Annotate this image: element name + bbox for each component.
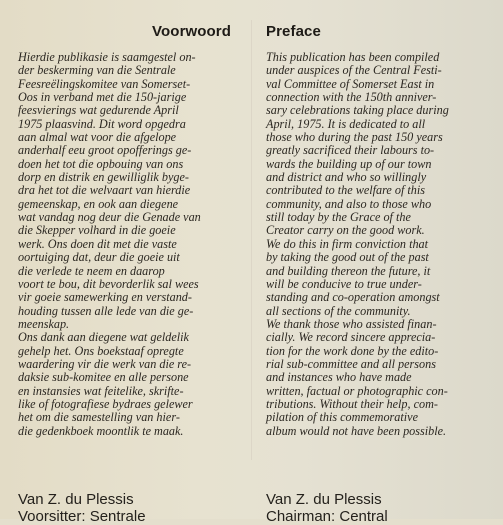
column-gutter [251, 20, 252, 460]
preface-body: This publication has been compiled under auspices of the Central Festi- val Committee of Somerset East in connection with the 150th anniver- sary celebrations taking place during April, 1975. It is dedicated to all those who during the past 150 years greatly sacrificed their labours to- wards the building up of our town and district and who so willingly contributed to the welfare of this community, and also to those who still today by the Grace of the Creator carry on the good work. We do this in firm conviction that by taking the good out of the past and building thereon the future, it will be conducive to true under- standing and co-operation amongst all sections of the community. We thank those who assisted finan- cially. We record sincere apprecia- tion for the work done by the edito- rial sub-committee and all persons and instances who have made written, factual or photographic con- tributions. Without their help, com- pilation of this commemorative album would not have been possible. [266, 50, 449, 438]
preface-heading: Preface [266, 23, 321, 40]
voorwoord-body: Hierdie publikasie is saamgestel on- der beskerming van die Sentrale Feesreëlingskomitee van Somerset- Oos in verband met die 150-jarige feesvierings wat gedurende April 1975 plaasvind. Dit word opgedra aan almal wat voor die afgelope anderhalf eeu groot opofferings ge- doen het tot die opbouing van ons dorp en distrik en gewilliglik byge- dra het tot die welvaart van hierdie gemeenskap, en ook aan diegene wat vandag nog deur die Genade van die Skepper volhard in die goeie werk. Ons doen dit met die vaste oortuiging dat, deur die goeie uit die verlede te neem en daarop voort te bou, dit bevorderlik sal wees vir goeie samewerking en verstand- houding tussen alle lede van die ge- meenskap. Ons dank aan diegene wat geldelik gehelp het. Ons boekstaaf opregte waardering vir die werk van die re- daksie sub-komitee en alle persone en instansies wat feitelike, skrifte- like of fotografiese bydraes gelewer het om die samestelling van hier- die gedenkboek moontlik te maak. [18, 50, 201, 438]
voorwoord-heading: Voorwoord [152, 23, 231, 40]
voorwoord-signature: Van Z. du Plessis Voorsitter: Sentrale [18, 491, 146, 525]
preface-signature: Van Z. du Plessis Chairman: Central [266, 491, 388, 525]
